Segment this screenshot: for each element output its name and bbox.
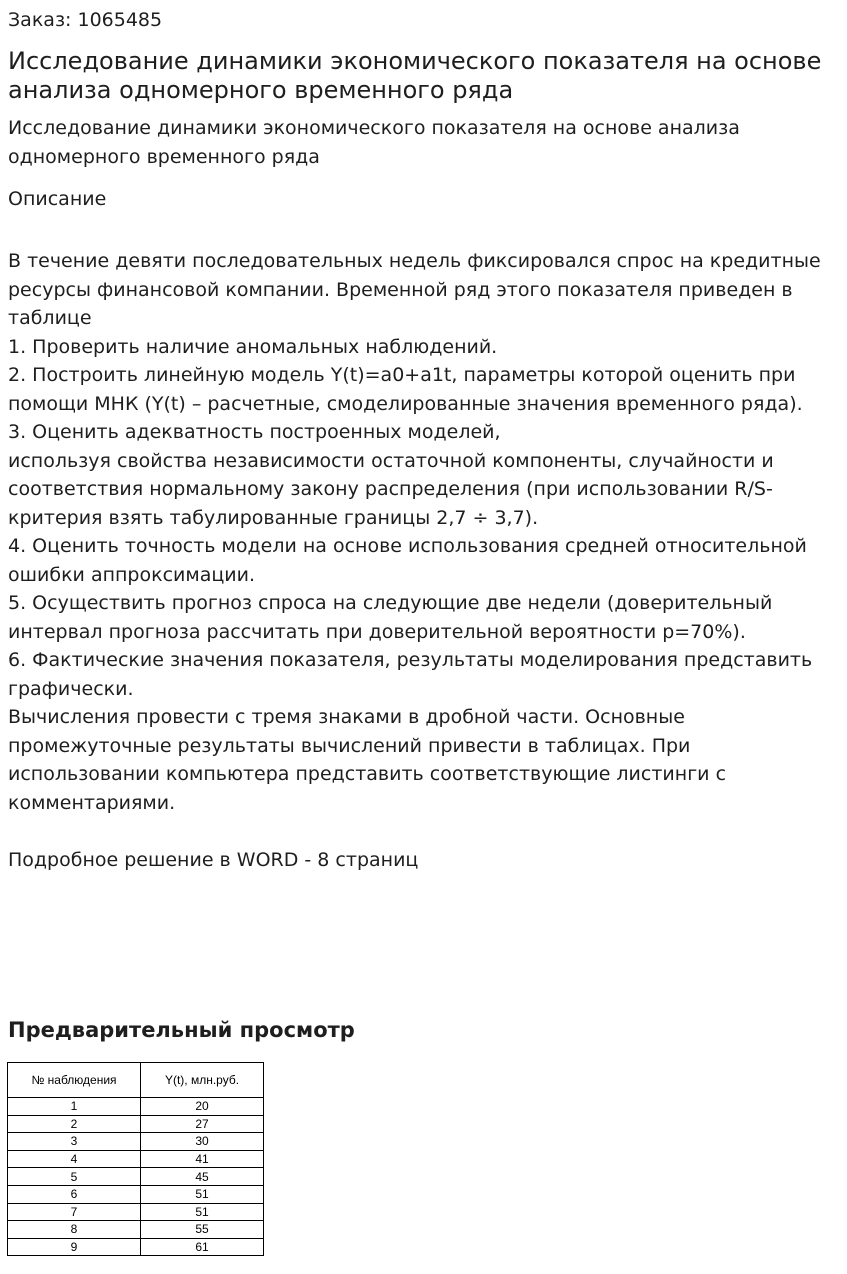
column-header-observation: № наблюдения (8, 1063, 141, 1098)
page-title: Исследование динамики экономического показателя на основе анализа одномерного временного ряда (8, 47, 822, 104)
table-row (8, 1098, 264, 1116)
value-cell: 45 (141, 1168, 264, 1186)
observation-cell: 9 (8, 1238, 141, 1256)
description-line: 4. Оценить точность модели на основе использования средней относительной (8, 535, 807, 557)
observation-cell: 3 (8, 1133, 141, 1151)
description-line: ошибки аппроксимации. (8, 563, 256, 586)
table-row (8, 1203, 264, 1221)
value-cell: 20 (141, 1098, 264, 1116)
description-text (8, 247, 840, 874)
description-line: комментариями. (8, 791, 176, 814)
observation-cell: 8 (8, 1221, 141, 1239)
preview-image (7, 1062, 264, 1256)
table-row (8, 1221, 264, 1239)
table-row (8, 1133, 264, 1151)
description-line: графически. (8, 677, 134, 700)
observation-cell: 2 (8, 1115, 141, 1133)
table-row (8, 1115, 264, 1133)
order-number: Заказ: 1065485 (8, 9, 163, 31)
value-cell: 41 (141, 1150, 264, 1168)
table-row (8, 1238, 264, 1256)
observation-cell: 6 (8, 1185, 141, 1203)
value-cell: 55 (141, 1221, 264, 1239)
observation-cell: 7 (8, 1203, 141, 1221)
description-heading: Описание (8, 188, 107, 210)
value-cell: 51 (141, 1203, 264, 1221)
description-line: соответствия нормальному закону распределения (при использовании R/S- (8, 478, 773, 500)
observation-cell: 1 (8, 1098, 141, 1116)
description-line: таблице (8, 307, 92, 329)
description-line: используя свойства независимости остаточной компоненты, случайности и (8, 449, 774, 472)
description-line: 6. Фактические значения показателя, результаты моделирования представить (8, 649, 813, 671)
description-line: промежуточные результаты вычислений привести в таблицах. При (8, 734, 691, 757)
value-cell: 30 (141, 1133, 264, 1151)
description-line: ресурсы финансовой компании. Временной ряд этого показателя приведен в (8, 278, 793, 301)
data-table (7, 1062, 264, 1256)
table-header-row (8, 1063, 264, 1098)
description-line: Вычисления провести с тремя знаками в дробной части. Основные (8, 706, 685, 728)
description-line: 3. Оценить адекватность построенных моделей, (8, 421, 501, 443)
value-cell: 27 (141, 1115, 264, 1133)
value-cell: 61 (141, 1238, 264, 1256)
preview-heading: Предварительный просмотр (8, 1018, 355, 1042)
description-summary: Подробное решение в WORD - 8 страниц (8, 848, 419, 871)
table-row (8, 1185, 264, 1203)
description-line: В течение девяти последовательных недель фиксировался спрос на кредитные (8, 250, 821, 272)
page-subtitle: Исследование динамики экономического показателя на основе анализа одномерного временного ряда (8, 117, 740, 168)
description-spacer (8, 817, 840, 846)
description-line: 2. Построить линейную модель Y(t)=a0+a1t, параметры которой оценить при (8, 364, 796, 386)
value-cell: 51 (141, 1185, 264, 1203)
description-line: 5. Осуществить прогноз спроса на следующие две недели (доверительный (8, 592, 773, 614)
table-row (8, 1168, 264, 1186)
table-row (8, 1150, 264, 1168)
description-line: 1. Проверить наличие аномальных наблюдений. (8, 335, 498, 358)
observation-cell: 5 (8, 1168, 141, 1186)
description-line: помощи МНК (Y(t) – расчетные, смоделированные значения временного ряда). (8, 392, 803, 415)
description-line: критерия взять табулированные границы 2,7 ÷ 3,7). (8, 506, 539, 529)
description-line: интервал прогноза рассчитать при доверительной вероятности p=70%). (8, 620, 746, 643)
observation-cell: 4 (8, 1150, 141, 1168)
column-header-value: Y(t), млн.руб. (141, 1063, 264, 1098)
description-line: использовании компьютера представить соответствующие листинги с (8, 763, 727, 785)
